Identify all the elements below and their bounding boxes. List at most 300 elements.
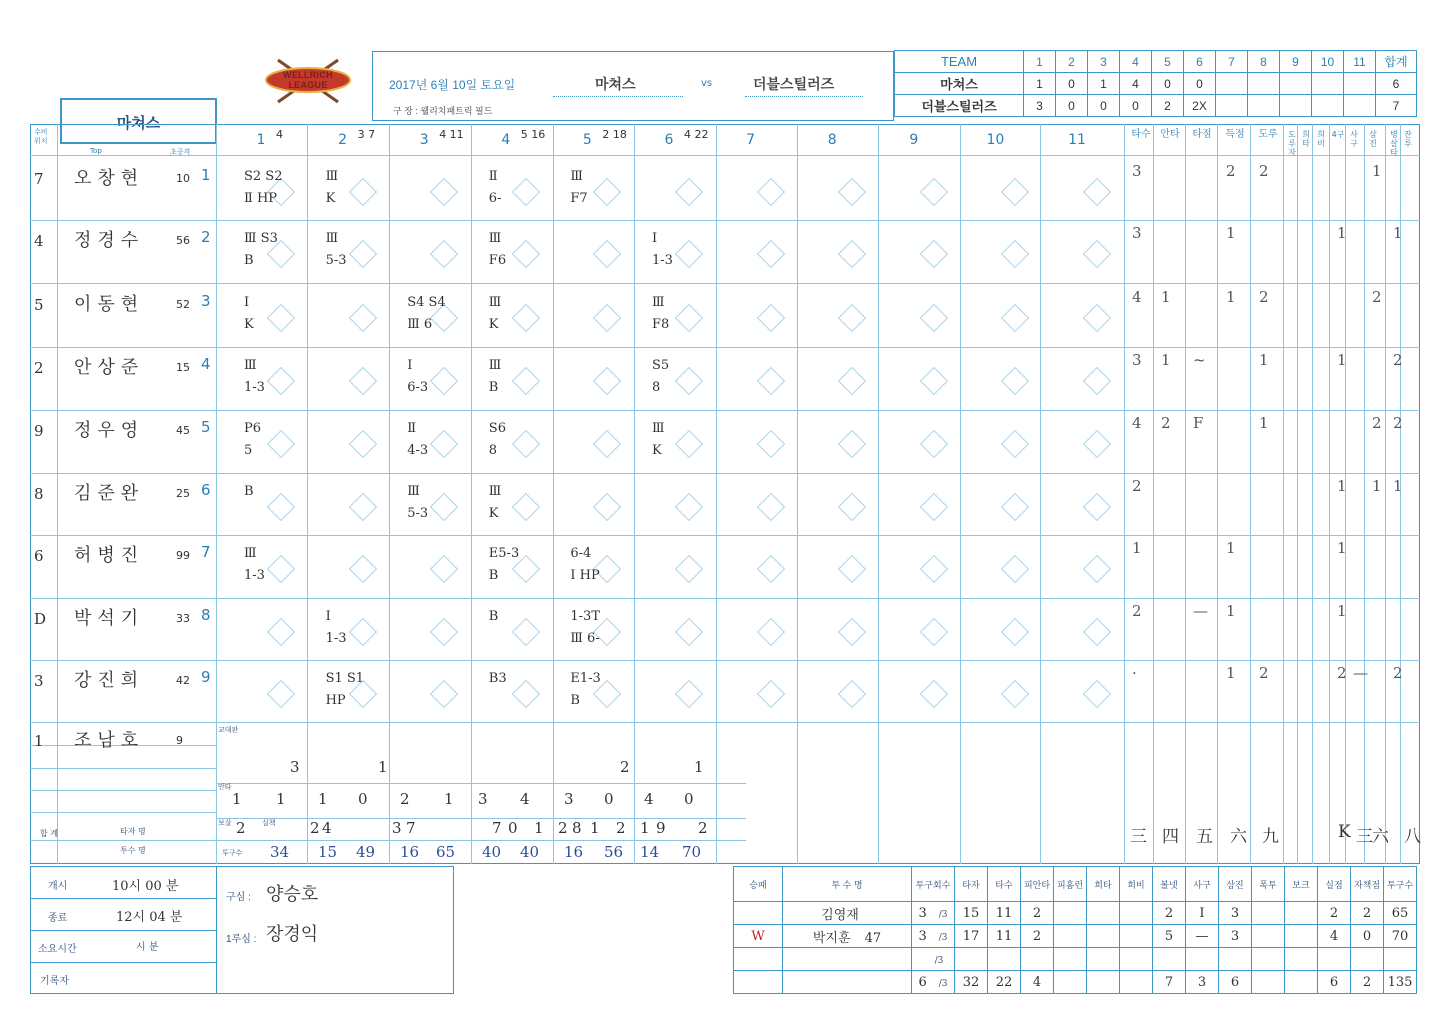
pitcher-header: 희타 [1087, 867, 1120, 902]
row-line [30, 155, 1420, 156]
pitcher-bb: 5 [1153, 925, 1186, 948]
summary-value: 0 [508, 819, 518, 837]
pitcher-name [783, 902, 912, 925]
innings-frac: /3 [938, 978, 948, 989]
pitch-count: 14 [640, 843, 660, 861]
inning-header: 2 [1056, 51, 1088, 73]
inning-number: 3 [419, 132, 429, 148]
row-line [30, 220, 1420, 221]
summary-value: 2 [558, 819, 568, 837]
player-number: 52 [176, 298, 190, 311]
inning-number: 10 [986, 132, 1005, 148]
stat-cell: 1 [1226, 602, 1236, 620]
col-line [716, 124, 717, 864]
pitcher-er: 2 [1351, 971, 1384, 994]
player-name: 안상준 [74, 357, 145, 378]
pitcher-name [783, 971, 912, 994]
pitcher-so: 3 [1219, 925, 1252, 948]
batting-order: 9 [201, 668, 211, 686]
summary-value: 9 [656, 819, 666, 837]
player-name: 이동현 [74, 294, 145, 315]
summary-value: 1 [590, 819, 600, 837]
game-date: 2017년 6월 10일 토요일 [389, 78, 516, 92]
base-umpire-label: 1루심 : [226, 934, 257, 945]
vs-label: vs [701, 78, 713, 89]
play-notation: B [488, 609, 499, 624]
row-line [30, 473, 1420, 474]
stat-cell: 2 [1393, 414, 1403, 432]
stat-cell: 2 [1337, 664, 1347, 682]
summary-value: 2 [400, 790, 410, 808]
batting-order: 5 [201, 418, 211, 436]
pitcher-wp [1252, 902, 1285, 925]
batting-order: 1 [201, 166, 211, 184]
summary-value: 1 [378, 758, 388, 776]
player-position: 9 [34, 422, 44, 440]
pitcher-ab [988, 948, 1021, 971]
inning-note: 4 22 [684, 128, 709, 141]
pitch-count: 40 [520, 843, 540, 861]
pitcher-bk [1285, 971, 1318, 994]
run-cell: 1 [1088, 73, 1120, 95]
inning-number: 5 [582, 132, 592, 148]
tally-mark: 九 [1262, 827, 1279, 847]
summary-value: 2 [620, 758, 630, 776]
play-notation: Ⅰ 1-3 [652, 231, 673, 268]
stat-cell: 2 [1161, 414, 1171, 432]
play-notation: Ⅲ K [325, 169, 339, 206]
pitch-count: 40 [482, 843, 502, 861]
pitcher-sh [1087, 971, 1120, 994]
run-cell [1312, 95, 1344, 117]
col-line [57, 124, 58, 864]
inning-header: 5 [1152, 51, 1184, 73]
total-cell: 6 [1376, 73, 1417, 95]
pitcher-np [1384, 948, 1417, 971]
innings-frac: /3 [934, 955, 944, 966]
pitcher-name-text: 김영재 [821, 907, 859, 923]
pitcher-r: 4 [1318, 925, 1351, 948]
pitch-count: 15 [318, 843, 338, 861]
inning-header: 7 [1216, 51, 1248, 73]
pitcher-header: 피홈런 [1054, 867, 1087, 902]
pitcher-r: 2 [1318, 902, 1351, 925]
pitcher-er: 0 [1351, 925, 1384, 948]
pitcher-header: 타자 [955, 867, 988, 902]
row-line [30, 535, 1420, 536]
pitcher-header: 승패 [734, 867, 783, 902]
stat-cell: 2 [1259, 162, 1269, 180]
pitcher-sf [1120, 948, 1153, 971]
play-notation: Ⅲ S3 B [244, 231, 278, 268]
summary-value: 2 [698, 819, 708, 837]
play-notation: B3 [488, 671, 507, 686]
summary-value: 4 [322, 819, 332, 837]
player-position: 5 [34, 296, 44, 314]
player-position: D [34, 610, 47, 628]
pitch-count: 70 [682, 843, 702, 861]
player-position: 4 [34, 232, 44, 250]
pitcher-sh [1087, 902, 1120, 925]
run-cell [1216, 95, 1248, 117]
col-line [1283, 124, 1284, 864]
summary-value: 0 [684, 790, 694, 808]
inning-header: 11 [1344, 51, 1376, 73]
anta-label: 안타 [218, 783, 232, 791]
pitcher-ab: 11 [988, 925, 1021, 948]
pitcher-hbp: 3 [1186, 971, 1219, 994]
stat-header: 도루자 [1288, 130, 1296, 157]
run-cell: 0 [1184, 73, 1216, 95]
team-name: 마쳐스 [116, 115, 161, 132]
summary-value: 3 [564, 790, 574, 808]
innings-frac: /3 [938, 909, 948, 920]
samsil-label: 실책 [262, 819, 276, 827]
innings-whole: 3 [918, 905, 927, 921]
summary-value: 1 [534, 819, 544, 837]
play-notation: Ⅰ K [244, 295, 254, 332]
play-notation: Ⅲ K [488, 295, 502, 332]
stat-cell: 2 [1226, 162, 1236, 180]
pitcher-ab: 22 [988, 971, 1021, 994]
total-header: 합계 [1376, 51, 1417, 73]
pitcher-name-text: 박지훈 [812, 930, 851, 946]
pitcher-hbp [1186, 948, 1219, 971]
pitcher-name [783, 925, 912, 948]
play-notation: P6 5 [244, 421, 262, 458]
stat-cell: 2 [1259, 288, 1269, 306]
linescore-team: 더블스틸러즈 [895, 95, 1024, 117]
pitcher-inn [912, 948, 955, 971]
batting-order: 6 [201, 481, 211, 499]
stat-cell: 1 [1372, 162, 1382, 180]
pitcher-hr [1054, 902, 1087, 925]
play-notation: Ⅰ 1-3 [325, 609, 347, 646]
duration-val: 시 분 [136, 942, 159, 953]
play-notation: Ⅱ 4-3 [407, 421, 429, 458]
pitcher-sh [1087, 925, 1120, 948]
summary-value: 4 [644, 790, 654, 808]
pos-header: 수비 위치 [34, 128, 48, 145]
row-line [30, 347, 1420, 348]
row-line [30, 410, 1420, 411]
pitch-count: 34 [270, 843, 290, 861]
run-cell [1248, 95, 1280, 117]
play-notation: Ⅲ 1-3 [244, 358, 265, 395]
play-notation: B [244, 484, 254, 499]
row-line [30, 660, 1420, 661]
play-notation: Ⅲ F7 [570, 169, 588, 206]
stat-header: 잔루 [1404, 130, 1412, 148]
pitcher-so [1219, 948, 1252, 971]
batting-order: 4 [201, 355, 211, 373]
player-name: 강진희 [74, 670, 145, 691]
col-line [216, 124, 217, 864]
total-cell: 7 [1376, 95, 1417, 117]
play-notation: E1-3 B [570, 671, 601, 708]
summary-value: 1 [444, 790, 454, 808]
run-cell: 0 [1088, 95, 1120, 117]
pitcher-inn [912, 925, 955, 948]
summary-value: 3 [478, 790, 488, 808]
innings-whole: 3 [918, 928, 927, 944]
pitcher-name [783, 948, 912, 971]
run-cell: 0 [1152, 73, 1184, 95]
play-notation: Ⅱ 6- [488, 169, 502, 206]
game-header [372, 51, 894, 121]
player-number: 42 [176, 674, 190, 687]
stat-cell: 2 [1393, 351, 1403, 369]
stat-cell: 1 [1337, 477, 1347, 495]
stat-cell: 4 [1132, 288, 1142, 306]
inning-number: 9 [909, 132, 919, 148]
chokong-header: 초공격 [170, 148, 191, 156]
start-val: 10시 00 분 [112, 879, 179, 894]
col-line [634, 124, 635, 864]
player-position: 7 [34, 170, 44, 188]
stat-header: 사구 [1350, 130, 1358, 148]
col-line [797, 124, 798, 864]
pitcher-header: 실점 [1318, 867, 1351, 902]
pitcher-header: 보크 [1285, 867, 1318, 902]
stat-header: 타점 [1192, 129, 1212, 140]
tally-mark: 八 [1404, 827, 1421, 847]
inning-number: 1 [256, 132, 266, 148]
stat-cell: 1 [1337, 539, 1347, 557]
pitcher-result [734, 902, 783, 925]
pitcher-h: 2 [1021, 902, 1054, 925]
play-notation: Ⅰ 6-3 [407, 358, 429, 395]
run-cell: 2 [1152, 95, 1184, 117]
umpire-val: 양승호 [266, 884, 319, 905]
run-cell: 1 [1024, 73, 1056, 95]
pitcher-inn [912, 902, 955, 925]
tally-mark: 三 [1356, 827, 1373, 847]
stat-cell: 3 [1132, 162, 1142, 180]
start-label: 개시 [48, 881, 68, 892]
pitcher-header: 삼진 [1219, 867, 1252, 902]
play-notation: S4 S4 Ⅲ 6 [407, 295, 446, 332]
summary-value: 7 [406, 819, 416, 837]
pitcher-header: 희비 [1120, 867, 1153, 902]
col-line [1250, 124, 1251, 864]
col-line [1124, 124, 1125, 864]
pitcher-header: 투구회수 [912, 867, 955, 902]
inning-number: 6 [664, 132, 674, 148]
stat-cell: 2 [1132, 602, 1142, 620]
league-logo [258, 52, 358, 110]
run-cell: 0 [1120, 95, 1152, 117]
row-line [216, 818, 746, 819]
stat-header: 득점 [1225, 129, 1245, 140]
run-cell [1344, 95, 1376, 117]
col-line [1312, 124, 1313, 864]
tally-mark: 四 [1162, 827, 1179, 847]
inning-header: 6 [1184, 51, 1216, 73]
stat-header: 병살타 [1390, 130, 1398, 157]
stat-header: 도루 [1258, 129, 1278, 140]
innings-frac: /3 [938, 932, 948, 943]
linescore-table [894, 50, 1417, 117]
stat-header: 안타 [1160, 129, 1180, 140]
stat-cell: 3 [1132, 224, 1142, 242]
gyodae-label: 교대판 [218, 726, 239, 734]
row-line [216, 783, 746, 784]
stat-cell: 2 [1393, 664, 1403, 682]
pitcher-result [734, 971, 783, 994]
play-notation: E5-3 B [488, 546, 520, 583]
summary-value: 2 [616, 819, 626, 837]
pitcher-bk [1285, 925, 1318, 948]
pitcher-wp [1252, 925, 1285, 948]
stat-cell: 1 [1259, 414, 1269, 432]
inning-header: 8 [1248, 51, 1280, 73]
pitcher-hr [1054, 925, 1087, 948]
pitcher-wp [1252, 971, 1285, 994]
pitcher-er [1351, 948, 1384, 971]
pitcher-h: 2 [1021, 925, 1054, 948]
player-number: 56 [176, 234, 190, 247]
home-team: 더블스틸러즈 [753, 76, 835, 92]
inning-header: 9 [1280, 51, 1312, 73]
col-line [1153, 124, 1154, 864]
pitch-count: 56 [604, 843, 624, 861]
player-name: 오창현 [74, 168, 145, 189]
player-name: 김준완 [74, 483, 145, 504]
team-header: TEAM [895, 51, 1024, 73]
end-label: 종료 [48, 913, 68, 924]
play-notation: Ⅲ F6 [488, 231, 507, 268]
inning-number: 8 [827, 132, 837, 148]
summary-value: 2 [236, 819, 246, 837]
summary-value: 3 [290, 758, 300, 776]
summary-value: 1 [276, 790, 286, 808]
inning-header: 4 [1120, 51, 1152, 73]
stat-header: 희타 [1302, 130, 1310, 148]
venue: 구 장 : 웰리치패트릭 필드 [393, 106, 493, 116]
pitcher-sf [1120, 925, 1153, 948]
pitcher-batters [955, 948, 988, 971]
innings-whole: 6 [918, 974, 927, 990]
inning-number: 11 [1068, 132, 1086, 148]
inning-header: 1 [1024, 51, 1056, 73]
col-line [1040, 124, 1041, 864]
summary-value: 4 [520, 790, 530, 808]
stat-cell: 1 [1226, 288, 1236, 306]
row-line [216, 840, 746, 841]
pitcher-batters: 17 [955, 925, 988, 948]
pitch-count: 16 [564, 843, 584, 861]
pitcher-sf [1120, 971, 1153, 994]
tally-mark: 六 [1372, 827, 1389, 847]
pitcher-bk [1285, 902, 1318, 925]
play-notation: S5 8 [652, 358, 670, 395]
stat-cell: 2 [1372, 414, 1382, 432]
inning-note: 4 11 [439, 128, 464, 141]
summary-value: 8 [572, 819, 582, 837]
summary-value: 1 [640, 819, 650, 837]
play-notation: Ⅲ K [488, 484, 502, 521]
stat-cell: 1 [1337, 351, 1347, 369]
col-line [553, 124, 554, 864]
player-number: 10 [176, 172, 190, 185]
logo-text: WELLRICH LEAGUE [283, 70, 333, 90]
col-line [307, 124, 308, 864]
pitcher-number: 47 [864, 930, 882, 946]
stat-cell: 1 [1226, 664, 1236, 682]
player-name: 정경수 [74, 230, 145, 251]
pitcher-bb [1153, 948, 1186, 971]
pitcher-so: 3 [1219, 902, 1252, 925]
summary-value: 7 [492, 819, 502, 837]
stat-header: 삼진 [1369, 130, 1377, 148]
top-header: Top [90, 147, 102, 155]
stat-cell: 1 [1132, 539, 1142, 557]
duration-label: 소요시간 [38, 944, 77, 955]
play-notation: Ⅲ F8 [652, 295, 670, 332]
inning-note: 4 [276, 128, 283, 141]
play-notation: 1-3T Ⅲ 6- [570, 609, 600, 646]
pitcher-batters: 15 [955, 902, 988, 925]
stat-cell: F [1193, 414, 1204, 432]
pitcher-np: 135 [1384, 971, 1417, 994]
pitcher-batters: 32 [955, 971, 988, 994]
play-notation: S6 8 [488, 421, 506, 458]
run-cell: 0 [1056, 95, 1088, 117]
run-cell [1248, 73, 1280, 95]
stat-cell: 1 [1226, 539, 1236, 557]
end-val: 12시 04 분 [116, 910, 183, 925]
tally-mark: K [1338, 822, 1351, 842]
play-notation: Ⅲ 5-3 [407, 484, 429, 521]
pitcher-hr [1054, 971, 1087, 994]
player-position: 6 [34, 547, 44, 565]
batting-order: 7 [201, 543, 211, 561]
stat-cell: — [1353, 664, 1368, 682]
player-name: 조남호 [74, 730, 145, 751]
player-name: 허병진 [74, 545, 145, 566]
pitcher-r: 6 [1318, 971, 1351, 994]
tally-mark: 六 [1230, 827, 1247, 847]
pitcher-bb: 7 [1153, 971, 1186, 994]
col-line [1329, 124, 1330, 864]
player-name: 박석기 [74, 608, 145, 629]
pitcher-header: 사구 [1186, 867, 1219, 902]
batting-order: 3 [201, 292, 211, 310]
pitcher-wp [1252, 948, 1285, 971]
stat-cell: 1 [1337, 602, 1347, 620]
player-position: 1 [34, 732, 44, 750]
away-team: 마쳐스 [595, 76, 636, 92]
stat-header: 희비 [1317, 130, 1325, 148]
run-cell: 4 [1120, 73, 1152, 95]
pitcher-sf [1120, 902, 1153, 925]
recorder-label: 기록자 [40, 976, 69, 987]
pitcher-er: 2 [1351, 902, 1384, 925]
pitcher-hbp: — [1186, 925, 1219, 948]
pitcher-np: 65 [1384, 902, 1417, 925]
pitcher-inn [912, 971, 955, 994]
col-line [1185, 124, 1186, 864]
run-cell [1280, 95, 1312, 117]
pitcher-header: 폭투 [1252, 867, 1285, 902]
player-number: 25 [176, 487, 190, 500]
player-number: 15 [176, 361, 190, 374]
stat-cell: 4 [1132, 414, 1142, 432]
run-cell [1216, 73, 1248, 95]
play-notation: S2 S2 Ⅱ HP [244, 169, 283, 206]
row-line [30, 283, 1420, 284]
